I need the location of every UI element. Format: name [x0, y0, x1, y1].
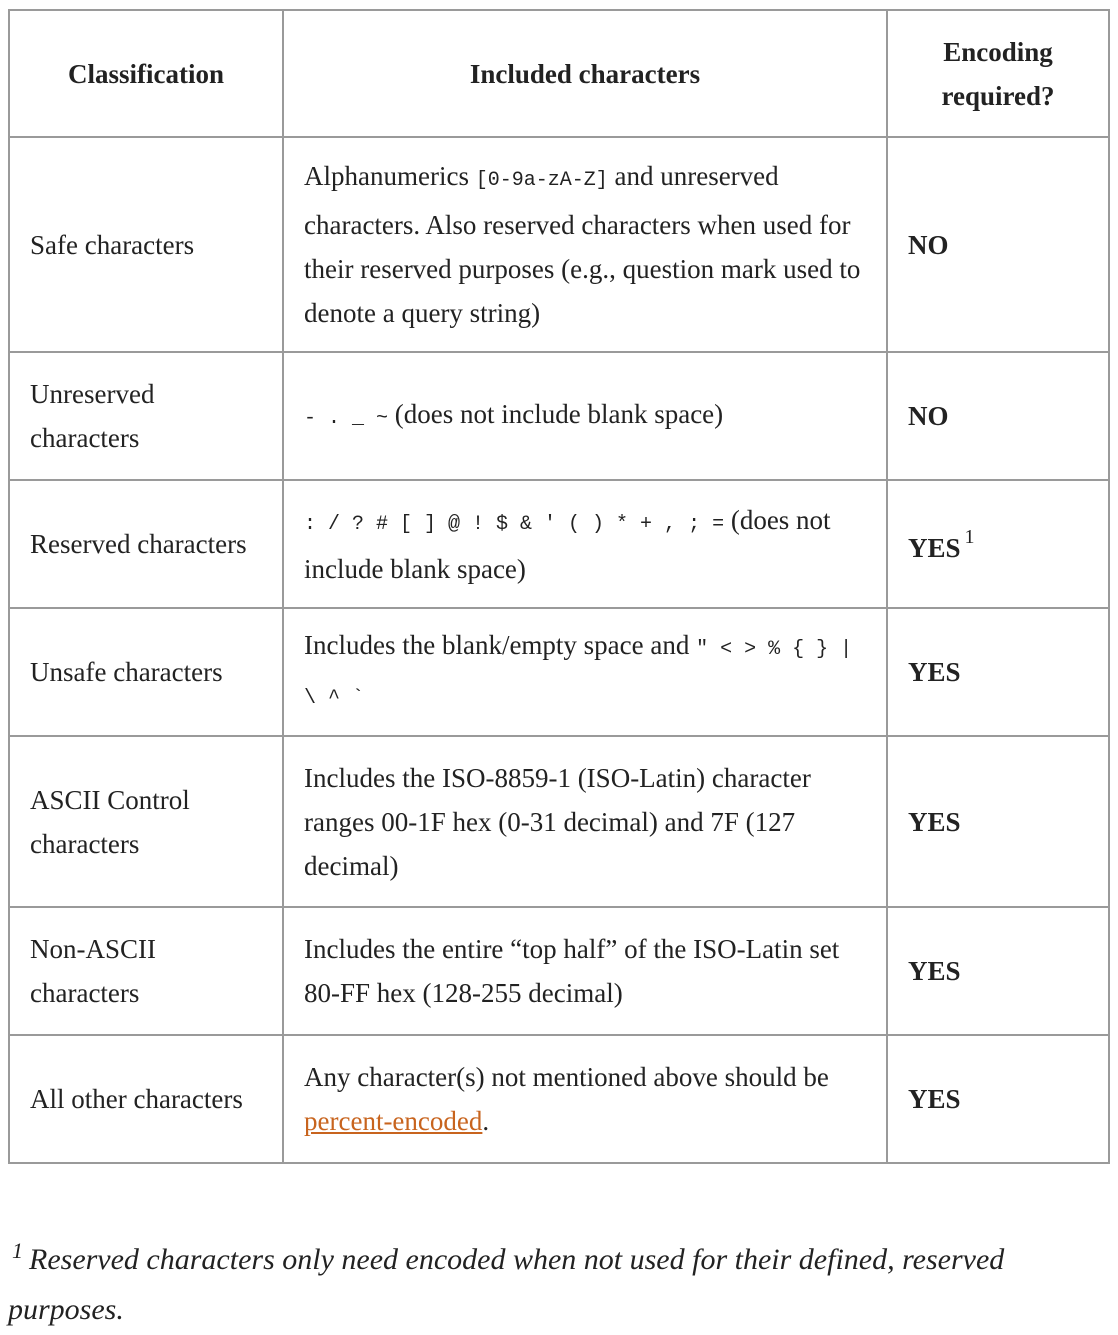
cell-included-characters: [283, 480, 887, 608]
table-row: [9, 1035, 1109, 1163]
cell-included-characters: [283, 137, 887, 352]
cell-included-characters: [283, 352, 887, 480]
cell-included-characters: Includes the entire “top half” of the ISO-Latin set 80-FF hex (128-255 decimal): [283, 907, 887, 1035]
table-row: [9, 480, 1109, 608]
included-code: - . _ ~: [304, 406, 389, 430]
footnote-reference[interactable]: 1: [964, 525, 975, 548]
included-code: " < > % { } | \ ^ `: [304, 638, 853, 710]
cell-included-characters: Includes the ISO-8859-1 (ISO-Latin) character ranges 00-1F hex (0-31 decimal) and 7F (127 decimal): [283, 736, 887, 907]
url-character-table-container: [8, 9, 1108, 1164]
header-included-characters: Included characters: [283, 10, 887, 137]
encoding-value: YES: [908, 532, 961, 563]
footnote-marker: 1: [12, 1238, 23, 1263]
table-row: [9, 608, 1109, 736]
table-header-row: [9, 10, 1109, 137]
cell-encoding-required: NO: [887, 137, 1109, 352]
included-text: (does not include blank space): [304, 504, 831, 584]
footnote-text: Reserved characters only need encoded when not used for their defined, reserved purposes.: [8, 1243, 1005, 1326]
header-encoding-required: [887, 10, 1109, 137]
cell-included-characters: [283, 1035, 887, 1163]
header-classification: Classification: [9, 10, 283, 137]
cell-included-characters: [283, 608, 887, 736]
cell-classification: ASCII Control characters: [9, 736, 283, 907]
included-text: Alphanumerics: [304, 161, 476, 191]
cell-classification: Non-ASCII characters: [9, 907, 283, 1035]
percent-encoded-link[interactable]: percent-encoded: [304, 1106, 483, 1136]
cell-encoding-required: YES: [887, 736, 1109, 907]
cell-encoding-required: NO: [887, 352, 1109, 480]
included-code: : / ? # [ ] @ ! $ & ' ( ) * + , ; =: [304, 512, 725, 536]
cell-classification: All other characters: [9, 1035, 283, 1163]
included-code: [0-9a-zA-Z]: [475, 169, 608, 192]
cell-encoding-required: YES: [887, 907, 1109, 1035]
table-row: [9, 907, 1109, 1035]
cell-classification: Unreserved characters: [9, 352, 283, 480]
included-text: and unreserved characters. Also reserved characters when used for their reserved purposes (e.g., question mark used to denote a query string): [304, 161, 861, 328]
included-text: .: [482, 1106, 490, 1136]
table-row: [9, 137, 1109, 352]
cell-encoding-required: [887, 480, 1109, 608]
cell-classification: Safe characters: [9, 137, 283, 352]
included-text: (does not include blank space): [388, 398, 724, 429]
cell-classification: Unsafe characters: [9, 608, 283, 736]
cell-encoding-required: YES: [887, 608, 1109, 736]
included-text: Any character(s) not mentioned above should be: [304, 1062, 829, 1092]
header-encoding-line1: Encoding: [943, 36, 1053, 67]
table-row: [9, 736, 1109, 907]
included-text: Includes the blank/empty space and: [304, 630, 697, 660]
cell-classification: Reserved characters: [9, 480, 283, 608]
table-row: [9, 352, 1109, 480]
url-character-table: [8, 9, 1110, 1164]
footnote: [8, 1226, 1108, 1335]
cell-encoding-required: YES: [887, 1035, 1109, 1163]
header-encoding-line2: required?: [941, 80, 1055, 111]
